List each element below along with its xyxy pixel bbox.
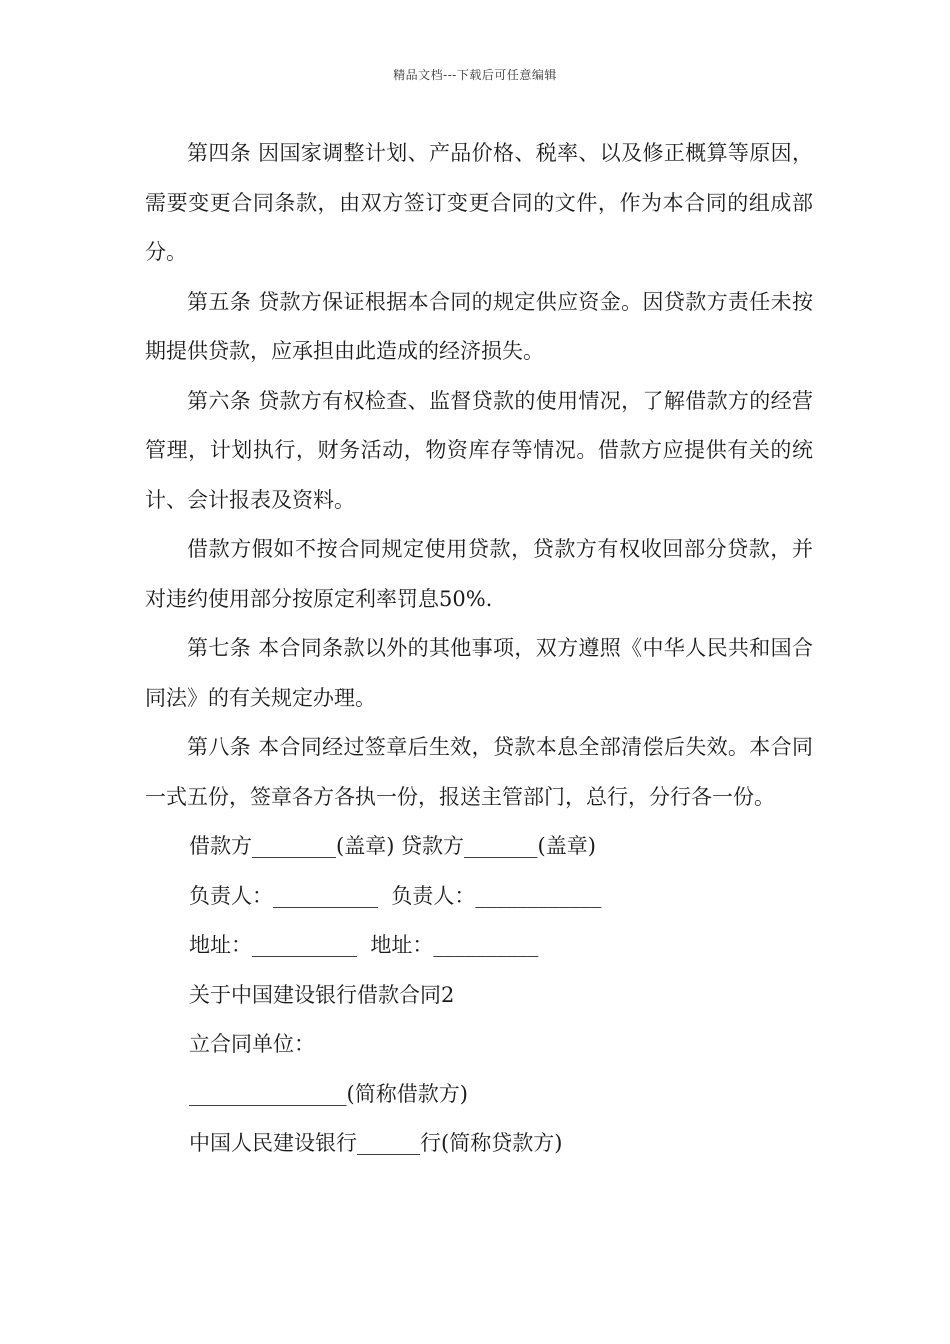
contract-parties-label: 立合同单位：: [189, 1032, 315, 1056]
signature-responsible-line: 负责人：__________ 负责人：____________: [189, 883, 602, 908]
lender-bank-line: 中国人民建设银行______行(简称贷款方): [189, 1131, 563, 1155]
article-7-paragraph: 第七条 本合同条款以外的其他事项，双方遵照《中华人民共和国合同法》的有关规定办理。: [145, 636, 813, 710]
article-6-paragraph: 第六条 贷款方有权检查、监督贷款的使用情况，了解借款方的经营管理，计划执行，财务活动，物资库存等情况。借款方应提供有关的统计、会计报表及资料。: [145, 388, 813, 512]
signature-parties-line: 借款方________(盖章) 贷款方_______(盖章): [189, 834, 596, 858]
document-body: [145, 129, 813, 1169]
section-title: 关于中国建设银行借款合同2: [189, 982, 455, 1007]
article-4-paragraph: 第四条 因国家调整计划、产品价格、税率、以及修正概算等原因，需要变更合同条款，由双方签订变更合同的文件，作为本合同的组成部分。: [145, 141, 813, 264]
article-6-supplement-paragraph: 借款方假如不按合同规定使用贷款，贷款方有权收回部分贷款，并对违约使用部分按原定利率罚息50%.: [145, 537, 813, 611]
borrower-blank-line: _______________(简称借款方): [189, 1081, 468, 1106]
signature-address-line: 地址：__________ 地址：__________: [189, 933, 539, 957]
article-8-paragraph: 第八条 本合同经过签章后生效，贷款本息全部清偿后失效。本合同一式五份，签章各方各执一份，报送主管部门，总行，分行各一份。: [145, 735, 813, 809]
page-header: 精品文档---下载后可任意编辑: [393, 68, 557, 82]
article-5-paragraph: 第五条 贷款方保证根据本合同的规定供应资金。因贷款方责任未按期提供贷款，应承担由此造成的经济损失。: [145, 289, 813, 363]
